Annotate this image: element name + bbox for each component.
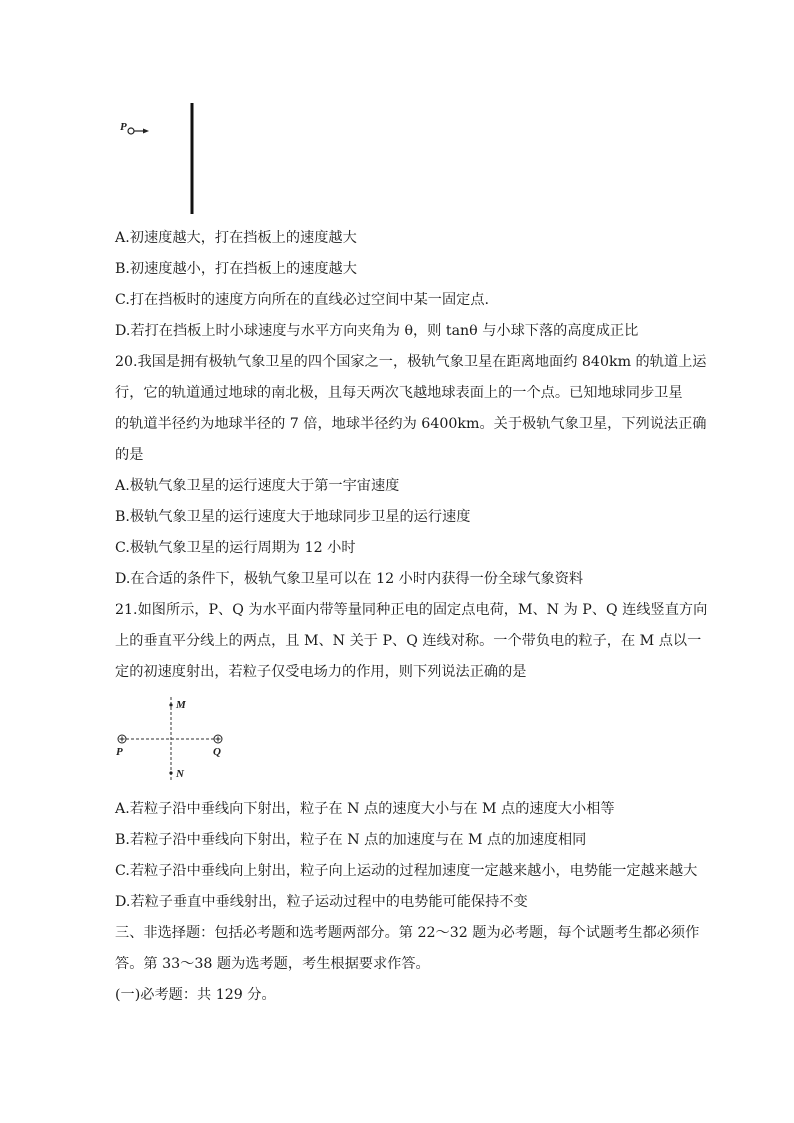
q21-stem-line: 21.如图所示，P、Q 为水平面内带等量同种正电的固定点电荷，M、N 为 P、Q 连线竖直方向 [115, 602, 708, 618]
q21-option-a: A.若粒子沿中垂线向下射出，粒子在 N 点的速度大小与在 M 点的速度大小相等 [115, 801, 615, 817]
q20-option-a: A.极轨气象卫星的运行速度大于第一宇宙速度 [115, 478, 400, 494]
label-n: N [176, 768, 184, 780]
q21-option-d: D.若粒子垂直中垂线射出，粒子运动过程中的电势能可能保持不变 [115, 894, 528, 910]
q20-stem-line: 的是 [115, 447, 144, 463]
q19-option-b: B.初速度越小，打在挡板上的速度越大 [115, 261, 357, 277]
section3-heading-line: 答。第 33～38 题为选考题，考生根据要求作答。 [115, 956, 430, 972]
q19-option-c: C.打在挡板时的速度方向所在的直线必过空间中某一固定点. [115, 292, 490, 308]
q20-stem-line: 的轨道半径约为地球半径的 7 倍，地球半径约为 6400km。关于极轨气象卫星，下列说法正确 [115, 416, 707, 432]
q21-option-c: C.若粒子沿中垂线向上射出，粒子向上运动的过程加速度一定越来越小，电势能一定越来越大 [115, 863, 698, 879]
velocity-arrowhead [143, 129, 149, 134]
section3-heading-line: 三、非选择题：包括必考题和选考题两部分。第 22～32 题为必考题，每个试题考生都必须作 [115, 925, 700, 941]
point-n [169, 771, 172, 774]
q20-option-c: C.极轨气象卫星的运行周期为 12 小时 [115, 540, 356, 556]
q20-option-b: B.极轨气象卫星的运行速度大于地球同步卫星的运行速度 [115, 509, 471, 525]
q21-option-b: B.若粒子沿中垂线向下射出，粒子在 N 点的加速度与在 M 点的加速度相同 [115, 832, 587, 848]
q21-stem-line: 上的垂直平分线上的两点，且 M、N 关于 P、Q 连线对称。一个带负电的粒子，在 M 点以一 [115, 633, 702, 649]
q19-option-a: A.初速度越大，打在挡板上的速度越大 [115, 230, 357, 246]
charges-figure [112, 693, 230, 785]
charge-p-icon [118, 735, 126, 743]
q20-stem-line: 20.我国是拥有极轨气象卫星的四个国家之一，极轨气象卫星在距离地面约 840km 的轨道上运 [115, 354, 707, 370]
label-m: M [176, 699, 186, 711]
q20-option-d: D.在合适的条件下，极轨气象卫星可以在 12 小时内获得一份全球气象资料 [115, 571, 584, 587]
ball-p [128, 128, 134, 134]
q21-stem-line: 定的初速度射出，若粒子仅受电场力的作用，则下列说法正确的是 [115, 664, 527, 680]
q20-stem-line: 行，它的轨道通过地球的南北极，且每天两次飞越地球表面上的一个点。已知地球同步卫星 [115, 385, 683, 401]
ball-label-p: P [120, 121, 127, 133]
label-q: Q [213, 746, 221, 758]
projectile-baffle-figure [115, 100, 205, 218]
label-p: P [116, 746, 123, 758]
charge-q-icon [214, 735, 222, 743]
required-questions-heading: (一)必考题：共 129 分。 [115, 987, 276, 1003]
q19-option-d: D.若打在挡板上时小球速度与水平方向夹角为 θ，则 tanθ 与小球下落的高度成正比 [115, 323, 639, 339]
point-m [169, 703, 172, 706]
